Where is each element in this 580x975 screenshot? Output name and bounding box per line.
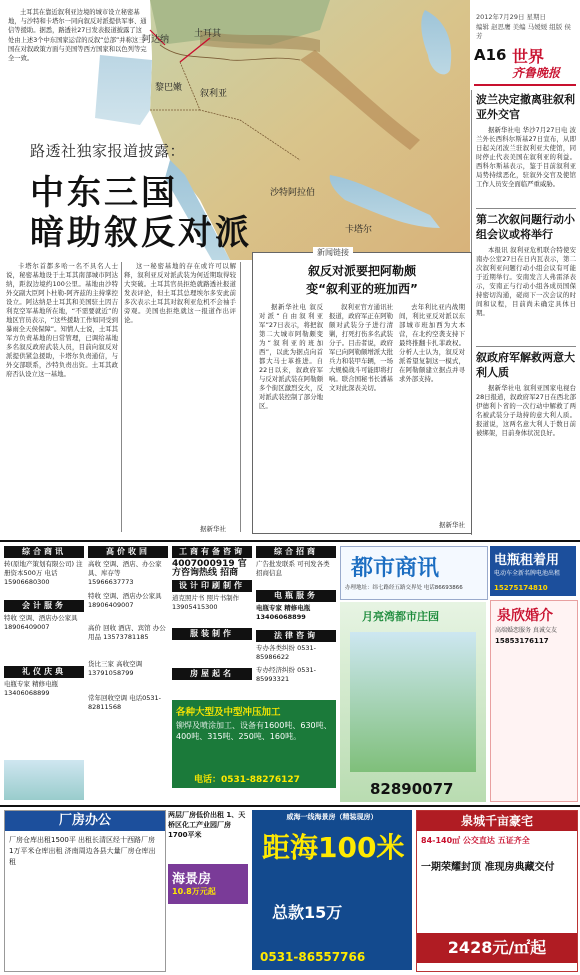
ad-head-5: 设计印刷制作 — [172, 580, 252, 592]
seaview-title: 海景房 — [172, 872, 212, 887]
wedding-phone: 15853176117 — [495, 637, 549, 645]
dianping-phone: 15275174810 — [494, 584, 548, 592]
ad-item-11: 常年回收空调 电话0531-82811568 — [88, 694, 161, 711]
seaview-box — [168, 864, 248, 904]
sidebar-story1-title: 波兰决定撤离驻叙利亚外交官 — [476, 93, 575, 121]
map-label-syria: 叙利亚 — [200, 89, 228, 99]
quancheng-title: 泉城千亩豪宅 — [417, 811, 577, 831]
article-vrule-2 — [240, 262, 241, 532]
dianping-title: 电瓶租着用 — [494, 553, 560, 568]
ad-item-4: 特收 空调、酒店办公家具 18906409007 — [4, 614, 78, 631]
weihai-ad — [252, 810, 412, 970]
sidebar-story1-body: 据新华社电 华沙7月27日电 波兰外长西科尔斯基27日宣布，从即日起关闭波兰驻叙利亚大使馆，同时停止代表美国在叙利亚的利益。西科尔斯基表示，鉴于目前叙利亚局势持续恶化，驻叙外交官及使馆工作人员安全面临严重威胁。 — [476, 126, 576, 188]
factory-title: 厂房办公 — [5, 811, 165, 831]
map-label-turkey: 土耳其 — [194, 29, 222, 39]
headline-line-2: 暗助叙反对派 — [30, 213, 252, 253]
ads-bottom-rule — [0, 805, 580, 807]
ad-item-1: 高收 空调、酒店、办公家具、库存等 15966637773 — [88, 560, 162, 586]
map-label-adana: 阿达纳 — [142, 35, 170, 45]
ad-head-2: 工商有备咨询 — [172, 546, 252, 558]
dianping-ad — [490, 546, 576, 596]
linked-col-3: 去年利比亚内战期间，利比亚反对派以东部城市班加西为大本营，在北约空袭支持下最终推翻卡扎菲政权。分析人士认为，叙反对派希望复制这一模式，在阿勒颇建立据点并寻求外部支持。 — [399, 303, 465, 383]
dushi-ad — [340, 546, 488, 600]
ad-item-7b: 电瓶专家 精修电瓶 13406068899 — [256, 604, 311, 621]
quancheng-ad — [416, 810, 578, 972]
ad-item-5: 高价 回收 酒店、宾馆 办公用品 13573781185 — [88, 624, 166, 641]
dushi-title: 都市商讯 — [351, 556, 440, 581]
ad-head-3: 综合招商 — [256, 546, 336, 558]
ad-item-8: 专办各类纠纷 0531-85986622 — [256, 644, 316, 661]
yuelu-photo — [350, 632, 476, 772]
ad-head-10: 房屋起名 — [172, 668, 252, 680]
ad-head-7: 礼仪庆典 — [4, 666, 84, 678]
linked-title-1: 叙反对派要把阿勒颇 — [307, 264, 416, 278]
article-byline: 据新华社 — [200, 525, 226, 533]
section-name: 世界 — [512, 47, 545, 66]
linked-col-2: 叙利亚官方通讯社报道，政府军正在阿勒颇对武装分子进行清剿，打死打伤多名武装分子。目击者说，政府军已向阿勒颇增派大批兵力和装甲车辆，一场大规模战斗可能即将打响。联合国秘书长潘基文对此深表关切。 — [329, 303, 393, 392]
editors-credit: 编辑 赵思鹰 美编 马媛媛 组版 侯芳 — [476, 23, 571, 40]
headline-kicker: 路透社独家报道披露： — [30, 142, 186, 160]
ad-head-4: 会计服务 — [4, 600, 84, 612]
weihai-price: 总款15万 — [272, 903, 343, 922]
ad-head-6: 电瓶服务 — [256, 590, 336, 602]
sidebar-story3-title: 叙政府军解救两意大利人质 — [476, 351, 575, 379]
linked-title-2: 变“叙利亚的班加西” — [306, 282, 418, 296]
sidebar-story3-body: 据新华社电 叙利亚国家电视台28日报道，叙政府军27日在西北部伊德利卜省的一次行动中解救了两名被武装分子劫持的意大利人质。报道说，这两名意大利人于数日前被绑架，目前身体状况良好。 — [476, 384, 576, 437]
factory-extra: 两层厂房低价出租 1、天桥区化工产业园厂房1700平米 — [168, 811, 246, 839]
map-label-qatar: 卡塔尔 — [345, 225, 373, 235]
sidebar-story2-body: 本报讯 叙利亚危机联合特使安南办公室27日在日内瓦表示，第二次叙利亚问题行动小组会议有可能于近期举行。安南发言人弗雷泽表示，安南正与行动小组各成员国保持密切沟通，磋商下一次会议的时间和议程，目前尚未确定具体日期。 — [476, 246, 576, 317]
ad-head-8: 服装制作 — [172, 628, 252, 640]
header-rule — [474, 84, 576, 86]
linked-col-1: 据新华社电 叙反对派“自由叙利亚军”27日表示，将把叙第二大城市阿勒颇变为“叙利亚的班加西”，以此为据点向首都大马士革推进。自22日以来，叙政府军与反对派武装在阿勒颇多个街区激烈交火，反对派武装控制了部分地区。 — [259, 303, 323, 410]
linked-byline: 据新华社 — [439, 521, 465, 529]
quancheng-price: 2428元/㎡起 — [417, 933, 577, 963]
ad-item-10: 货比三家 高收空调 13791058799 — [88, 660, 143, 677]
sidebar-divider-1 — [476, 208, 576, 209]
ad-head-1: 高价收回 — [88, 546, 168, 558]
weihai-phone: 0531-86557766 — [260, 950, 366, 964]
ad-item-6: 道克照片书 照片书制作 13905415300 — [172, 594, 240, 611]
wedding-ad — [490, 600, 578, 802]
ad-photo-1 — [4, 760, 84, 800]
quancheng-sub: 84-140㎡ 公交直达 五证齐全 — [421, 836, 530, 845]
machining-title: 各种大型及中型冲压加工 — [176, 707, 281, 718]
article-vrule-1 — [121, 262, 122, 532]
headline-line-1: 中东三国 — [30, 173, 178, 213]
weihai-main: 距海100米 — [262, 831, 405, 864]
factory-ad — [4, 810, 166, 972]
ad-item-3: 广告批发联系 可刊发各类招商信息 — [256, 560, 330, 577]
linked-story-tag: 新闻链接 — [313, 247, 353, 258]
machining-phone: 电话：0531-88276127 — [194, 775, 300, 785]
yuelu-ad — [340, 602, 486, 802]
factory-body: 厂房仓库出租1500平 出租长清区经十西路厂房 1万平米仓库出租 济南周边各县大量厂房仓库出租 — [9, 836, 156, 866]
map-label-saudi: 沙特阿拉伯 — [270, 188, 316, 198]
map-label-lebanon: 黎巴嫩 — [155, 83, 183, 93]
sidebar-story2-title: 第二次叙问题行动小组会议或将举行 — [476, 213, 575, 241]
ad-item-7: 电瓶专家 精修电瓶 13406068899 — [4, 680, 59, 697]
factory-extra-ad — [168, 810, 248, 970]
issue-date: 2012年7月29日 星期日 — [476, 13, 547, 21]
yuelu-title: 月亮湾都市庄园 — [362, 610, 439, 623]
ad-head-0: 综合商讯 — [4, 546, 84, 558]
ad-head-9: 法律咨询 — [256, 630, 336, 642]
quancheng-slogan: 一期荣耀封顶 准现房典藏交付 — [421, 862, 555, 873]
machining-ad — [172, 700, 336, 788]
ad-item-4b: 特收 空调、酒店办公家具 18906409007 — [88, 592, 162, 609]
paper-logo: 齐鲁晚报 — [512, 66, 561, 80]
dianping-sub: 电动车全新名牌电池出租 — [494, 570, 561, 577]
yuelu-phone: 82890077 — [370, 780, 454, 798]
dushi-sub: 办理地址：纬七路经五路交界处 电话86693866 — [345, 585, 463, 591]
article-col-2: 这一秘密基地的存在或许可以解释，叙利亚反对派武装为何近期取得较大突破。土耳其官员拒绝就路透社报道发表评论，但土耳其总理埃尔多安此前多次表示土耳其对叙利亚危机不会袖手旁观。美国也拒绝就这一报道作出评论。 — [124, 262, 236, 324]
ad-item-2: 4007000919 官方咨询热线 招商 — [172, 559, 247, 578]
ad-item-0: 转(原地产策划有限公司) 注册资本500万 电话15906680300 — [4, 560, 83, 586]
article-col-1: 卡塔尔首都多哈一名不具名人士说，秘密基地设于土耳其南部城市阿达纳，距叙边境约100公里。基地由沙特外交副大臣阿卜杜勒-阿齐兹的主持掌控设立。阿达纳是土耳其和美国驻土因吉利克空军基地所在地，“不需要就近”的地区官员表示，“这些援助工作如同受到暴雨全天侯保障”。知情人士说，土耳其军方负责基地的日常管理，已调给基地多名叙反政府武装人员，目前向叙反对派提供紧急援助，卡塔尔负责通信，与外交部联系，沙特负责出资。土耳其政府否认设立这一基地。 — [6, 262, 118, 378]
linked-story-box — [252, 248, 472, 534]
ads-top-rule — [0, 540, 580, 542]
page-number: A16 — [474, 46, 507, 64]
ad-item-9: 专办经济纠纷 0531-85993321 — [256, 666, 316, 683]
wedding-sub: 高端婚恋服务 真诚交友 — [495, 627, 557, 634]
sidebar-divider-2 — [476, 346, 576, 347]
weihai-title: 威海一线海景房（精装现房） — [286, 813, 378, 821]
machining-body: 铆焊及喷涂加工、设备有1600吨、630吨、400吨、315吨、250吨、160吨。 — [176, 721, 332, 741]
intro-paragraph: 土耳其在靠近叙利亚边境的城市设立秘密基地，与沙特和卡塔尔一同向叙反对派提供军事、通信等援助。据悉，路透社27日发表报道披露了这处由上述3个中东国家运营的反叙“总部”并称这三国在对叙政策方面与美国等西方国家和以色列等完全一致。 — [8, 9, 147, 63]
wedding-title: 泉欣婚介 — [497, 608, 553, 624]
seaview-price: 10.8万元起 — [172, 887, 216, 896]
